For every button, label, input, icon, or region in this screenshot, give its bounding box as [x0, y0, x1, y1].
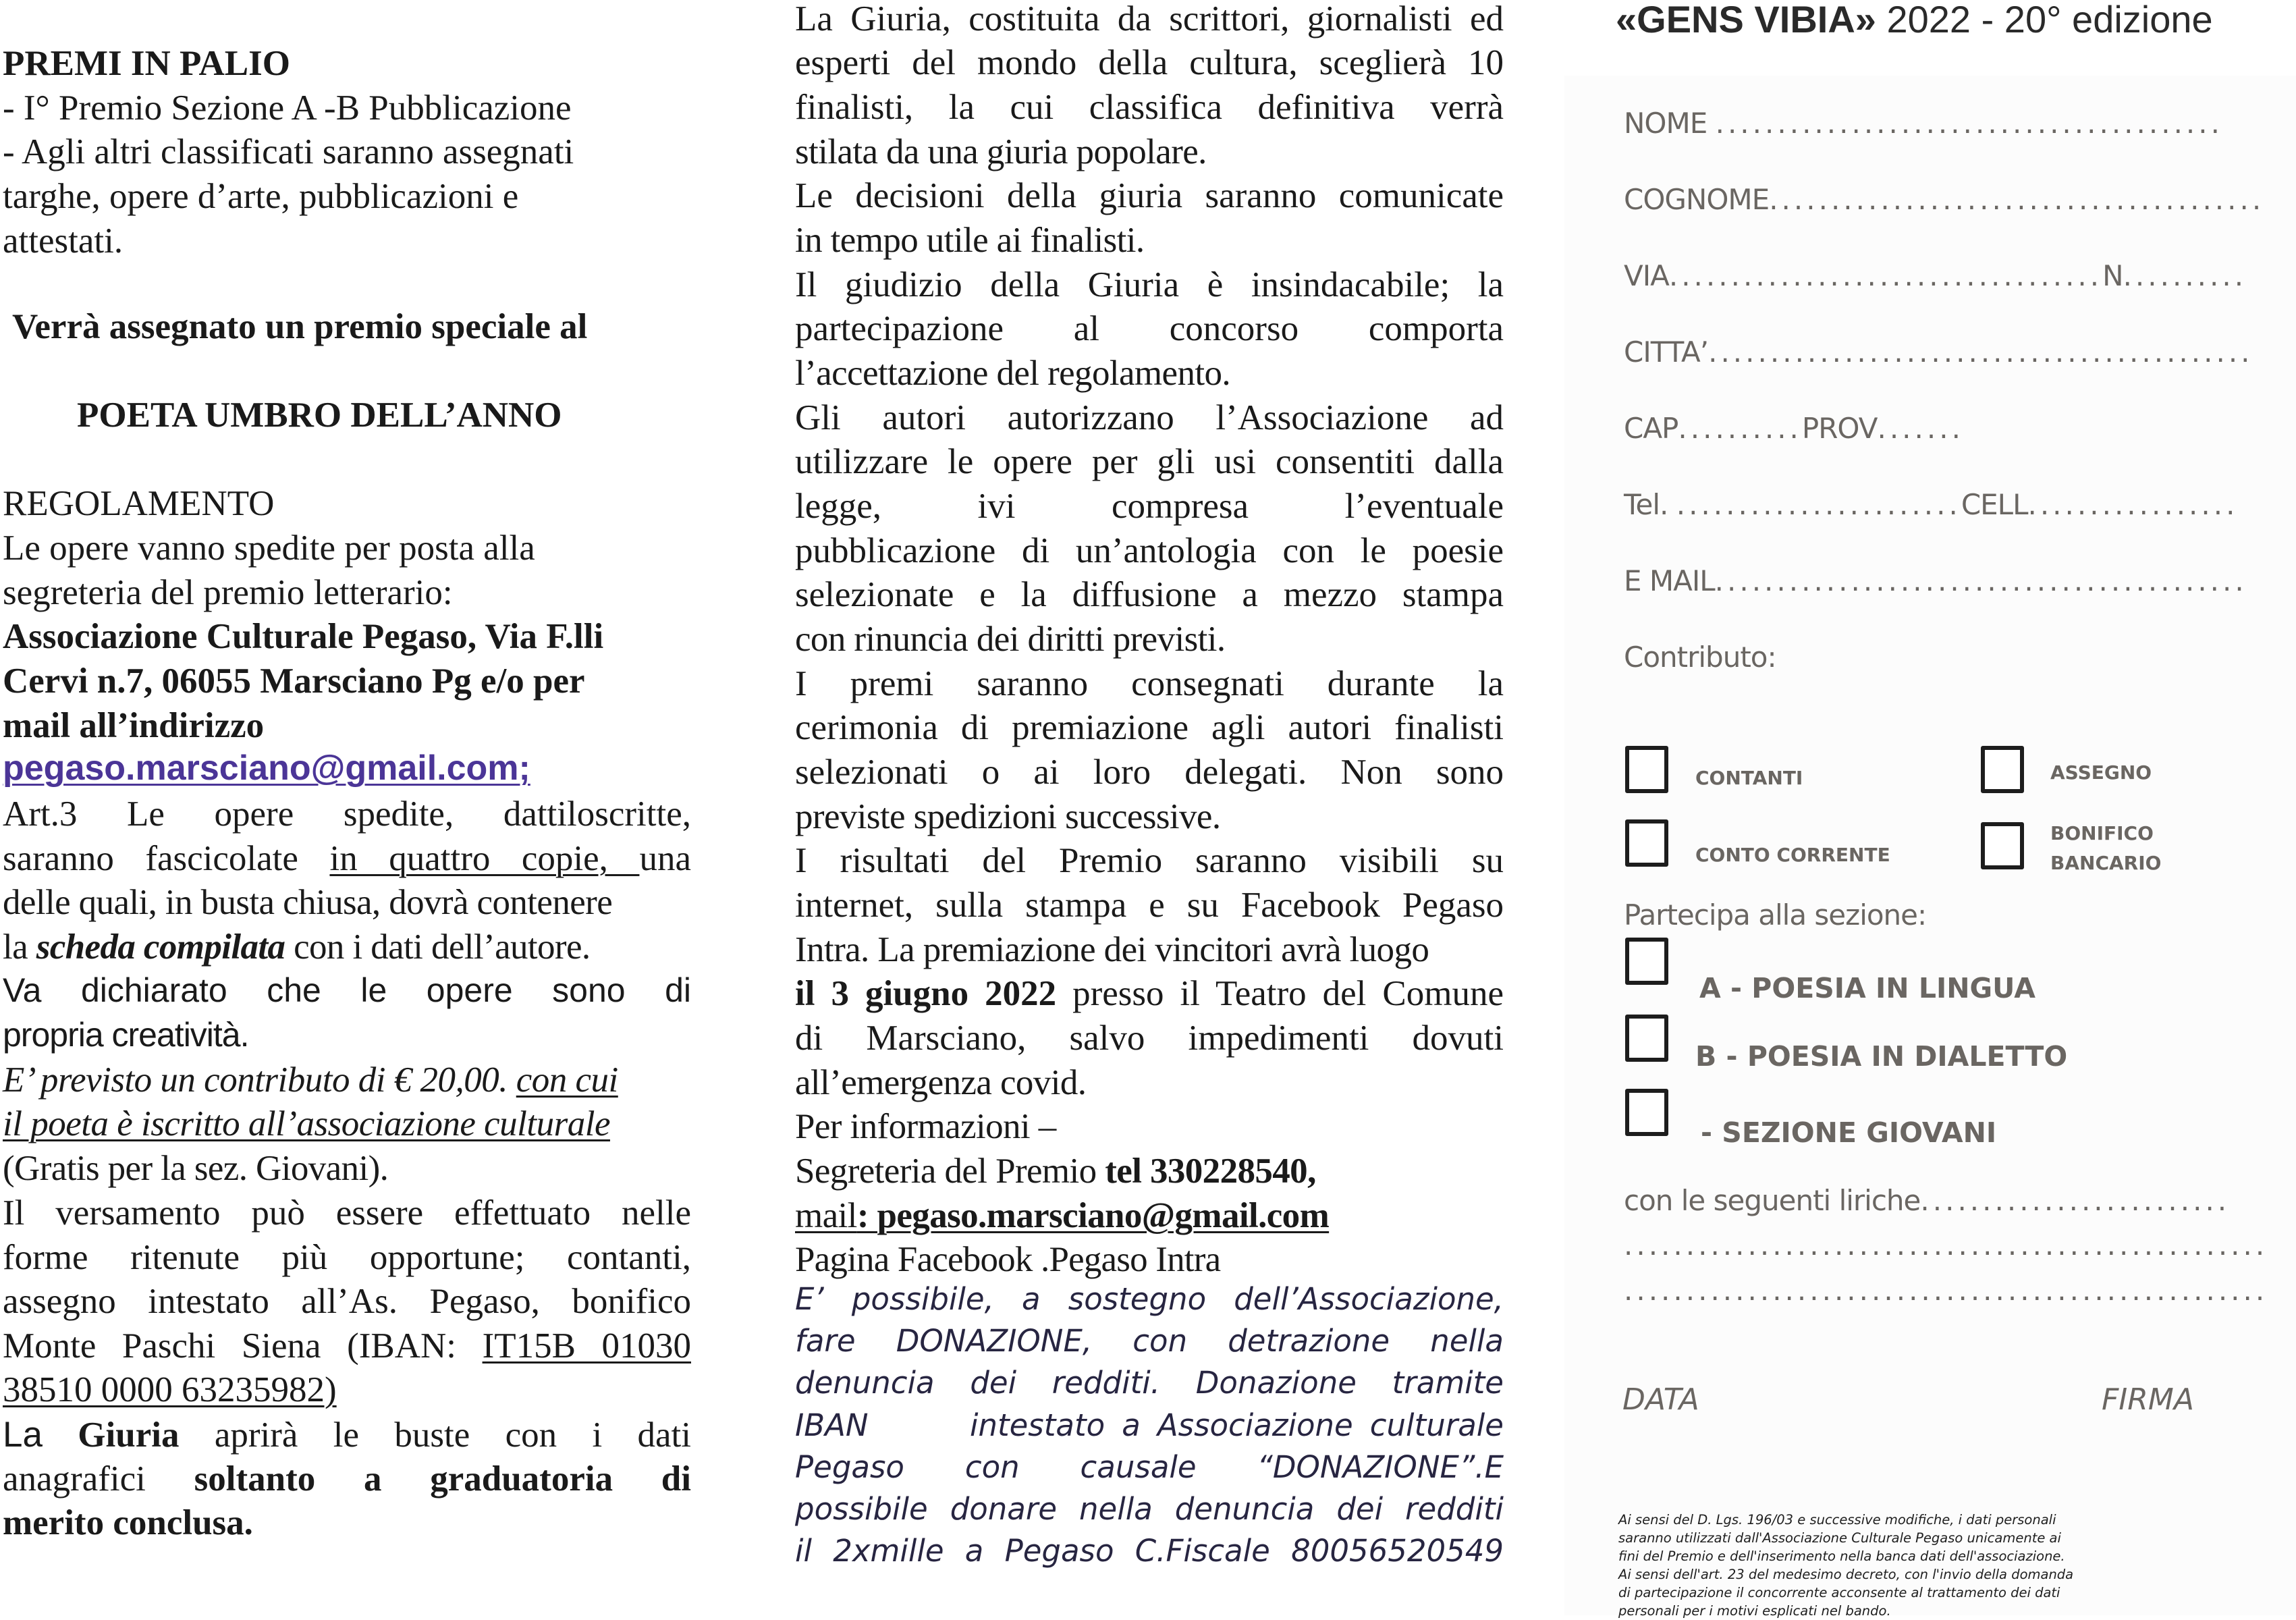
checkbox-conto-corrente[interactable]: [1625, 819, 1668, 867]
checkbox-section-giovani[interactable]: [1625, 1089, 1668, 1136]
field-dots[interactable]: .......: [1877, 412, 1964, 445]
donation-line: possibile donare nella denuncia dei redditi: [795, 1491, 1504, 1527]
field-label: N: [2102, 259, 2123, 292]
phone-label: Segreteria del Premio: [795, 1152, 1105, 1191]
mid-line: I risultati del Premio saranno visibili su: [795, 841, 1504, 880]
ceremony-venue: presso il Teatro del Comune: [1056, 974, 1504, 1013]
mid-line: di Marsciano, salvo impedimenti dovuti: [795, 1019, 1504, 1058]
rules-heading: REGOLAMENTO: [3, 484, 275, 523]
field-dots[interactable]: ...........................................: [1714, 564, 2247, 597]
mid-line: l’accettazione del regolamento.: [795, 354, 1231, 393]
art3-line: delle quali, in busta chiusa, dovrà contenere: [3, 883, 613, 922]
checkbox-label: CONTO CORRENTE: [1695, 844, 1890, 866]
field-label: CAP: [1624, 412, 1678, 445]
jury-line: [3, 1417, 691, 1453]
section-option-label: A - POESIA IN LINGUA: [1699, 972, 2035, 1004]
privacy-line: fini del Premio e dell'inserimento nella banca dati dell'associazione.: [1618, 1548, 2065, 1564]
field-dots[interactable]: .................: [2027, 488, 2239, 521]
donation-line: fare DONAZIONE, con detrazione nella: [795, 1323, 1504, 1359]
form-title: [1616, 0, 2213, 41]
contribution-underlined: con cui: [516, 1060, 618, 1100]
mid-line: stilata da una giuria popolare.: [795, 132, 1207, 171]
checkbox-contanti[interactable]: [1625, 746, 1668, 793]
iban-value: IT15B 01030: [482, 1326, 691, 1366]
phone-number[interactable]: tel 330228540,: [1105, 1152, 1316, 1191]
prize-line: - I° Premio Sezione A -B Pubblicazione: [3, 88, 572, 128]
donation-line: Pegaso con causale “DONAZIONE”.E: [795, 1449, 1504, 1485]
special-prize-text: Verrà assegnato un premio speciale al: [12, 307, 588, 346]
checkbox-label: ASSEGNO: [2050, 761, 2152, 784]
checkbox-label: CONTANTI: [1695, 767, 1803, 789]
special-prize-title: POETA UMBRO DELL’ANNO: [77, 396, 562, 435]
checkbox-label: BANCARIO: [2050, 852, 2162, 874]
section-label: Partecipa alla sezione:: [1624, 898, 1927, 932]
donation-line: E’ possibile, a sostegno dell’Associazione,: [795, 1281, 1504, 1317]
iban-value: 38510 0000 63235982): [3, 1370, 337, 1409]
mid-line: legge, ivi compresa l’eventuale: [795, 487, 1504, 526]
poems-field[interactable]: [1624, 1184, 2230, 1217]
rules-intro: Le opere vanno spedite per posta alla: [3, 529, 535, 568]
checkbox-section-a[interactable]: [1625, 938, 1668, 985]
mid-line: Il giudizio della Giuria è insindacabile; la: [795, 265, 1504, 304]
field-label: COGNOME: [1624, 183, 1770, 216]
section-option-label: - SEZIONE GIOVANI: [1701, 1116, 1997, 1149]
mid-line: Per informazioni –: [795, 1107, 1056, 1146]
field-label: Tel.: [1624, 488, 1676, 521]
donation-line: denuncia dei redditi. Donazione tramite: [795, 1365, 1504, 1401]
mid-line: finalisti, la cui classifica definitiva verrà: [795, 88, 1504, 127]
checkbox-label: BONIFICO: [2050, 822, 2154, 844]
art3-text: Le opere spedite, dattiloscritte,: [127, 794, 691, 834]
payment-line: assegno intestato all’As. Pegaso, bonifico: [3, 1282, 691, 1321]
form-title-edition: 2022 - 20° edizione: [1876, 0, 2213, 40]
field-dots[interactable]: .........................................: [1715, 107, 2223, 140]
mid-line: cerimonia di premiazione agli autori finalisti: [795, 708, 1504, 747]
field-via[interactable]: [1624, 259, 2247, 292]
mid-line: in tempo utile ai finalisti.: [795, 221, 1145, 260]
privacy-line: saranno utilizzati dall'Associazione Culturale Pegaso unicamente ai: [1618, 1530, 2061, 1546]
field-label: NOME: [1624, 107, 1716, 140]
art3-line: [3, 796, 691, 832]
mid-line: internet, sulla stampa e su Facebook Pegaso: [795, 886, 1504, 925]
donation-line: IBAN intestato a Associazione culturale: [795, 1407, 1504, 1443]
field-label: con le seguenti liriche: [1624, 1184, 1921, 1217]
contribution-line: (Gratis per la sez. Giovani).: [3, 1149, 389, 1188]
art3-text: con i dati dell’autore.: [285, 927, 591, 967]
signature-label: FIRMA: [2102, 1382, 2194, 1417]
art3-text: saranno fascicolate: [3, 839, 330, 878]
iban-text: Monte Paschi Siena (IBAN:: [3, 1326, 483, 1366]
checkbox-bonifico[interactable]: [1981, 822, 2024, 869]
declaration-line: Va dichiarato che le opere sono di: [3, 971, 691, 1009]
field-dots[interactable]: ............................................: [1708, 335, 2253, 369]
checkbox-assegno[interactable]: [1981, 746, 2024, 793]
ceremony-date: il 3 giugno 2022: [795, 974, 1057, 1013]
jury-text: La: [3, 1415, 43, 1455]
contribution-text: E’ previsto un contributo di € 20,00.: [3, 1060, 516, 1100]
facebook-line: Pagina Facebook .Pegaso Intra: [795, 1240, 1221, 1279]
mail-line[interactable]: [795, 1198, 1329, 1234]
mid-line: all’emergenza covid.: [795, 1063, 1087, 1102]
art3-line: [3, 841, 691, 877]
field-dots[interactable]: ...................................: [1668, 259, 2103, 292]
field-cognome[interactable]: [1624, 183, 2264, 216]
poems-line[interactable]: ....................................................: [1624, 1274, 2268, 1307]
mid-line: I premi saranno consegnati durante la: [795, 664, 1504, 703]
registration-form: [1616, 0, 2291, 1619]
ceremony-line: [795, 976, 1504, 1012]
contribution-line: [3, 1062, 618, 1098]
art3-line: [3, 929, 591, 965]
email-link[interactable]: pegaso.marsciano@gmail.com;: [3, 749, 530, 788]
mid-line: selezionate e la diffusione a mezzo stampa: [795, 575, 1504, 614]
address-line: Cervi n.7, 06055 Marsciano Pg e/o per: [3, 662, 585, 701]
art3-underlined: in quattro copie,: [329, 839, 640, 878]
field-dots[interactable]: ..........: [2123, 259, 2247, 292]
privacy-line: personali per i motivi esplicati nel bando.: [1618, 1603, 1891, 1619]
mail-label: mail: [795, 1196, 857, 1235]
privacy-line: Ai sensi del D. Lgs. 196/03 e successive modifiche, i dati personali: [1618, 1512, 2056, 1528]
mid-line: utilizzare le opere per gli usi consentiti dalla: [795, 442, 1504, 481]
field-tel-cell[interactable]: [1624, 488, 2238, 521]
payment-line: Il versamento può essere effettuato nelle: [3, 1193, 691, 1233]
art3-text: la: [3, 927, 36, 967]
field-cap-prov[interactable]: [1624, 412, 1964, 445]
field-dots[interactable]: .........................: [1920, 1184, 2231, 1217]
contribution-label: Contributo:: [1624, 641, 1776, 674]
mid-line: selezionati o ai loro delegati. Non sono: [795, 753, 1504, 792]
address-line: mail all’indirizzo: [3, 706, 265, 745]
art3-emphasis: scheda compilata: [36, 927, 285, 967]
middle-column: [795, 0, 1504, 1615]
prize-line: targhe, opere d’arte, pubblicazioni e: [3, 177, 519, 216]
field-label: PROV: [1801, 412, 1878, 445]
art3-label: Art.3: [3, 794, 78, 834]
jury-text: anagrafici: [3, 1459, 194, 1498]
left-column: [3, 0, 691, 1615]
field-citta[interactable]: [1624, 335, 2253, 369]
art3-text: una: [639, 839, 691, 878]
field-label: E MAIL: [1624, 564, 1715, 597]
mid-line: con rinuncia dei diritti previsti.: [795, 620, 1226, 659]
field-dots[interactable]: ..........: [1678, 412, 1802, 445]
contribution-underlined: il poeta è iscritto all’associazione culturale: [3, 1104, 610, 1143]
field-email[interactable]: [1624, 564, 2247, 597]
field-label: CITTA’: [1624, 335, 1709, 369]
jury-line: [3, 1461, 691, 1497]
date-label: DATA: [1622, 1382, 1699, 1417]
privacy-line: Ai sensi dell'art. 23 del medesimo decreto, con l'invio della domanda: [1618, 1567, 2074, 1582]
field-label: CELL: [1961, 488, 2028, 521]
donation-line: il 2xmille a Pegaso C.Fiscale 80056520549: [795, 1533, 1504, 1569]
jury-text: aprirà le buste con i dati: [179, 1415, 691, 1455]
jury-bold: Giuria: [42, 1415, 180, 1455]
prizes-heading: PREMI IN PALIO: [3, 44, 290, 83]
payment-line: forme ritenute più opportune; contanti,: [3, 1238, 691, 1277]
field-dots[interactable]: ........................................: [1769, 183, 2265, 216]
iban-line: [3, 1328, 691, 1364]
mid-line: Intra. La premiazione dei vincitori avrà luogo: [795, 930, 1429, 969]
rules-intro: segreteria del premio letterario:: [3, 573, 453, 612]
mid-line: La Giuria, costituita da scrittori, giornalisti ed: [795, 0, 1504, 38]
privacy-line: di partecipazione il concorrente acconsente al trattamento dei dati: [1618, 1585, 2060, 1600]
mail-address[interactable]: : pegaso.marsciano@gmail.com: [856, 1196, 1330, 1235]
prize-line: attestati.: [3, 221, 124, 261]
mid-line: partecipazione al concorso comporta: [795, 309, 1504, 348]
mid-line: esperti del mondo della cultura, sceglierà 10: [795, 43, 1504, 82]
mid-line: Le decisioni della giuria saranno comunicate: [795, 176, 1504, 215]
declaration-line: propria creatività.: [3, 1016, 249, 1054]
privacy-notice: [1618, 1511, 2104, 1620]
section-option-label: B - POESIA IN DIALETTO: [1695, 1040, 2068, 1073]
address-line: Associazione Culturale Pegaso, Via F.lli: [3, 617, 604, 656]
jury-line: merito conclusa.: [3, 1503, 253, 1542]
mid-line: pubblicazione di un’antologia con le poesie: [795, 531, 1504, 570]
field-label: VIA: [1624, 259, 1669, 292]
field-dots[interactable]: .......................: [1676, 488, 1961, 521]
checkbox-section-b[interactable]: [1625, 1015, 1668, 1062]
mid-line: Gli autori autorizzano l’Associazione ad: [795, 398, 1504, 437]
prize-line: - Agli altri classificati saranno assegnati: [3, 132, 574, 171]
field-nome[interactable]: [1624, 107, 2223, 140]
phone-line: [795, 1154, 1316, 1189]
jury-bold: soltanto a graduatoria di: [194, 1459, 691, 1498]
mid-line: previste spedizioni successive.: [795, 797, 1221, 836]
poems-line[interactable]: ....................................................: [1624, 1228, 2268, 1262]
form-title-name: «GENS VIBIA»: [1616, 0, 1876, 40]
